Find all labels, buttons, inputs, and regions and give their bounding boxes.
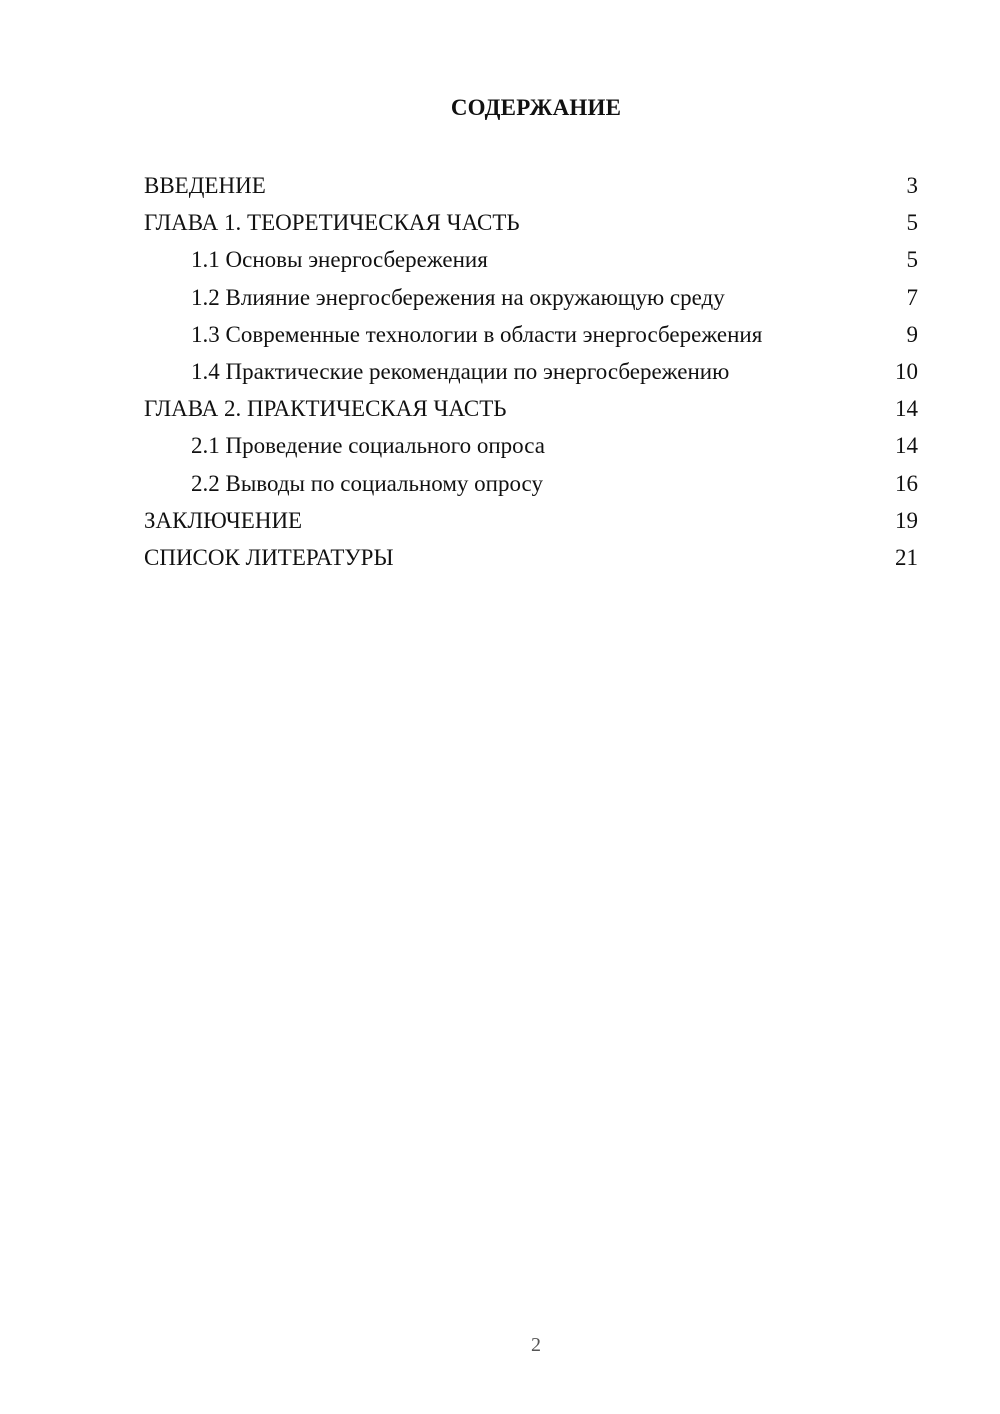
toc-entry-page: 14: [895, 396, 918, 422]
toc-entry-page: 14: [895, 433, 918, 459]
toc-entry-conclusion[interactable]: [144, 502, 918, 539]
toc-entry-label: 1.4 Практические рекомендации по энергосбережению: [191, 358, 730, 384]
toc-entry-section-1-3[interactable]: [144, 316, 918, 353]
toc-entry-page: 5: [906, 210, 918, 236]
toc-entry-page: 5: [906, 247, 918, 273]
toc-entry-section-2-2[interactable]: [144, 465, 918, 502]
toc-entry-page: 3: [906, 173, 918, 198]
toc-entry-chapter-1[interactable]: [144, 204, 918, 241]
toc-heading: СОДЕРЖАНИЕ: [450, 95, 622, 120]
toc-entry-section-1-4[interactable]: [144, 353, 918, 390]
toc-entry-label: СПИСОК ЛИТЕРАТУРЫ: [144, 544, 394, 570]
toc-entry-label: 1.1 Основы энергосбережения: [191, 247, 488, 273]
toc-entry-introduction[interactable]: [144, 167, 918, 204]
toc-entry-label: 2.2 Выводы по социальному опросу: [191, 470, 543, 496]
toc-entry-label: 2.1 Проведение социального опроса: [191, 433, 545, 459]
page-number: 2: [531, 1334, 541, 1356]
toc-entry-page: 19: [895, 507, 918, 533]
table-of-contents: [144, 167, 918, 576]
toc-entry-section-1-2[interactable]: [144, 279, 918, 316]
toc-entry-bibliography[interactable]: [144, 539, 918, 576]
toc-entry-label: 1.3 Современные технологии в области энергосбережения: [191, 321, 763, 347]
toc-entry-chapter-2[interactable]: [144, 390, 918, 427]
toc-entry-page: 7: [906, 284, 918, 310]
toc-entry-label: ГЛАВА 2. ПРАКТИЧЕСКАЯ ЧАСТЬ: [144, 396, 507, 422]
toc-entry-page: 10: [895, 358, 918, 384]
toc-entry-label: ЗАКЛЮЧЕНИЕ: [144, 507, 303, 533]
toc-entry-section-2-1[interactable]: [144, 427, 918, 464]
toc-entry-label: 1.2 Влияние энергосбережения на окружающую среду: [191, 284, 725, 310]
toc-entry-label: ВВЕДЕНИЕ: [144, 173, 266, 198]
toc-entry-section-1-1[interactable]: [144, 241, 918, 278]
toc-entry-label: ГЛАВА 1. ТЕОРЕТИЧЕСКАЯ ЧАСТЬ: [144, 210, 520, 236]
toc-entry-page: 21: [895, 544, 918, 570]
toc-entry-page: 9: [906, 321, 918, 347]
toc-entry-page: 16: [895, 470, 918, 496]
